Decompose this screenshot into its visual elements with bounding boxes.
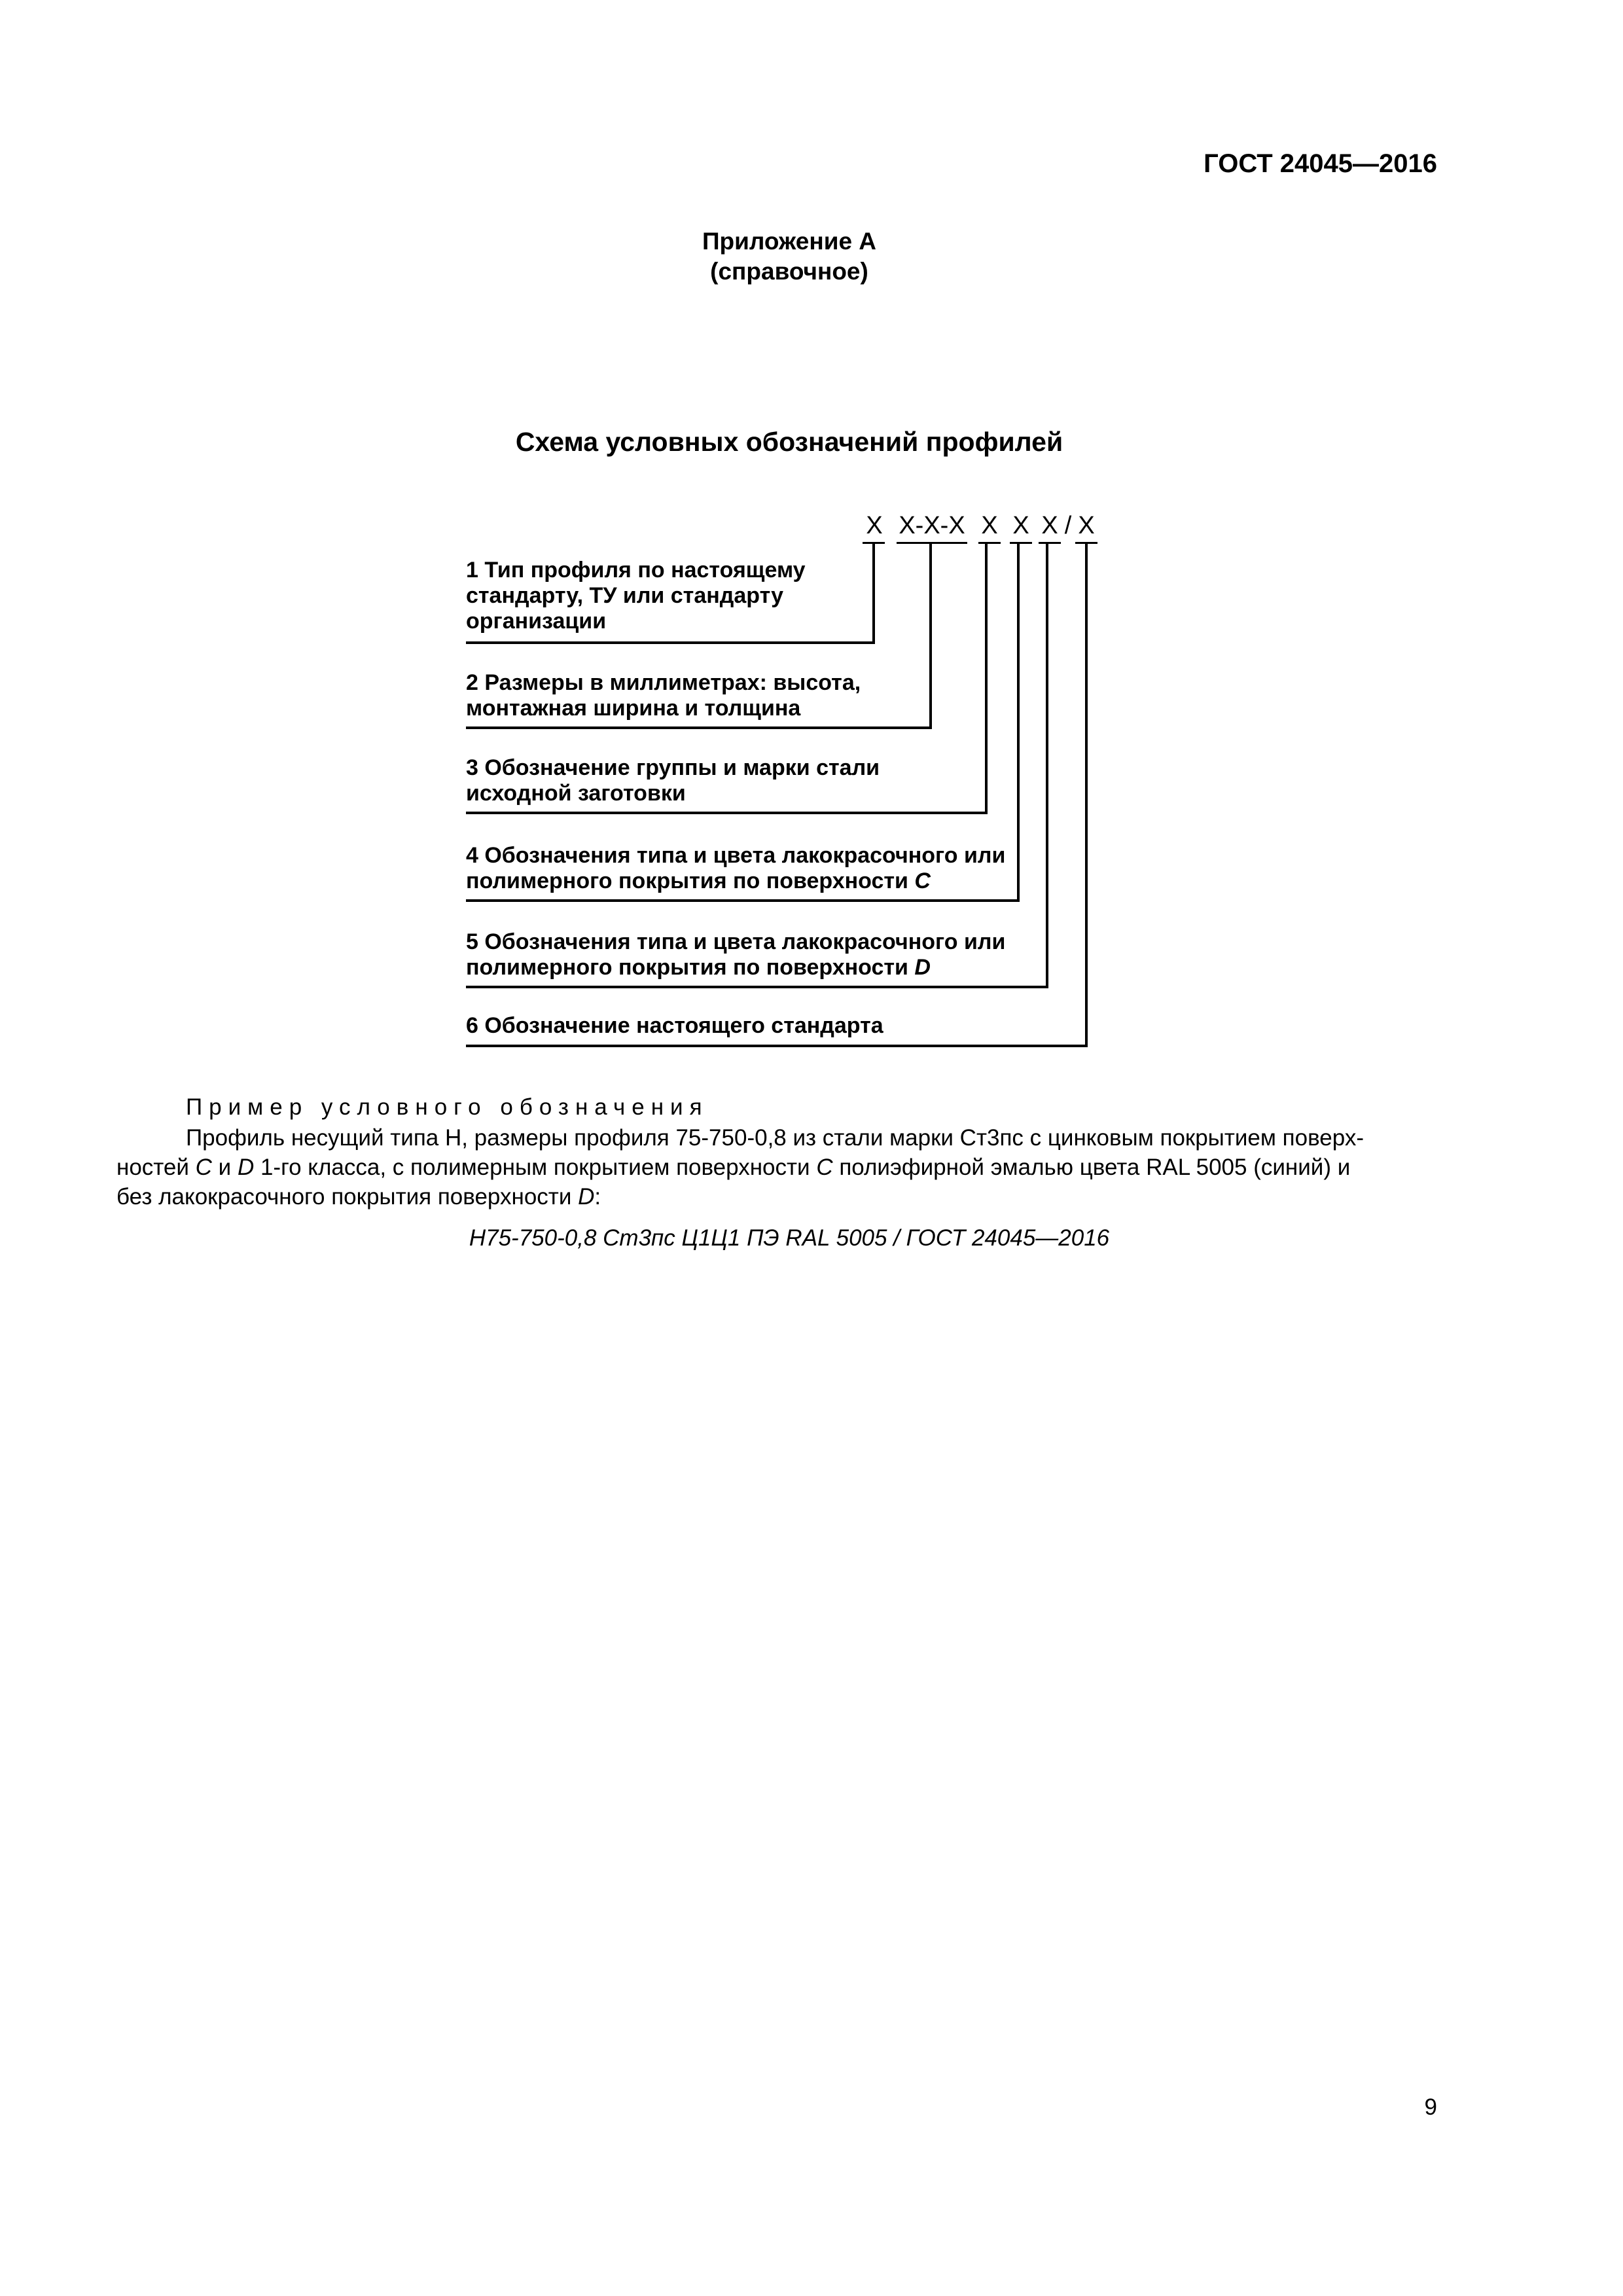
example-line-2-d-text: полиэфирной эмалью цвета RAL 5005 (синий) и: [832, 1155, 1351, 1180]
example-heading: Пример условного обозначения: [186, 1094, 709, 1120]
code-char-2: Х-Х-Х: [899, 512, 965, 539]
leader-horizontal-2: [466, 726, 932, 729]
leader-vertical-5: [1046, 543, 1048, 988]
document-number: ГОСТ 24045—2016: [1204, 149, 1437, 178]
surface-c-letter: С: [914, 869, 931, 893]
code-char-1: Х: [866, 512, 883, 539]
example-line-2-c-text: 1-го класса, с полимерным покрытием поверхности: [254, 1155, 817, 1180]
scheme-item-4: [466, 843, 1009, 894]
scheme-item-4-text: 4 Обозначения типа и цвета лакокрасочного или полимерного покрытия по поверхности: [466, 843, 1006, 893]
scheme-title: Схема условных обозначений профилей: [515, 427, 1063, 457]
code-char-3: Х: [981, 512, 998, 539]
code-char-6: Х: [1078, 512, 1095, 539]
example-line-2-c2: С: [816, 1155, 833, 1180]
example-line-1: Профиль несущий типа Н, размеры профиля 75-750-0,8 из стали марки Ст3пс с цинковым покрытием поверх-: [186, 1125, 1364, 1151]
scheme-item-3: 3 Обозначение группы и марки стали исходной заготовки: [466, 755, 880, 806]
code-slash: /: [1064, 512, 1072, 539]
leader-vertical-2: [929, 543, 932, 729]
example-line-3-a: без лакокрасочного покрытия поверхности: [116, 1184, 579, 1210]
scheme-item-6: 6 Обозначение настоящего стандарта: [466, 1013, 883, 1038]
code-underline-3: [978, 542, 1001, 544]
leader-vertical-3: [985, 543, 988, 814]
appendix-subtitle: (справочное): [710, 258, 868, 285]
code-char-5: Х: [1041, 512, 1058, 539]
leader-vertical-4: [1017, 543, 1020, 902]
leader-horizontal-4: [466, 899, 1020, 902]
leader-horizontal-3: [466, 812, 988, 814]
leader-horizontal-1: [466, 641, 875, 644]
example-line-2-a: ностей: [116, 1155, 196, 1180]
page-number: 9: [1424, 2094, 1437, 2120]
leader-horizontal-6: [466, 1045, 1088, 1047]
example-line-3-d: D: [578, 1184, 595, 1210]
example-line-3: [116, 1182, 1438, 1211]
scheme-item-2: 2 Размеры в миллиметрах: высота, монтажная ширина и толщина: [466, 670, 861, 721]
code-underline-5: [1039, 542, 1061, 544]
leader-vertical-1: [872, 543, 875, 644]
example-line-2-c: С: [195, 1155, 212, 1180]
appendix-title: Приложение А: [702, 228, 877, 255]
leader-horizontal-5: [466, 986, 1048, 988]
scheme-item-5: [466, 929, 1009, 980]
scheme-item-5-text: 5 Обозначения типа и цвета лакокрасочного или полимерного покрытия по поверхности: [466, 929, 1006, 980]
code-underline-2: [897, 542, 967, 544]
code-char-4: Х: [1012, 512, 1029, 539]
example-line-2-b: и: [211, 1155, 238, 1180]
example-line-2-d: D: [237, 1155, 255, 1180]
example-line-2: [116, 1153, 1438, 1182]
example-designation: Н75-750-0,8 Ст3пс Ц1Ц1 ПЭ RAL 5005 / ГОСТ 24045—2016: [469, 1225, 1110, 1251]
code-underline-4: [1010, 542, 1032, 544]
leader-vertical-6: [1085, 543, 1088, 1047]
scheme-item-1: 1 Тип профиля по настоящему стандарту, ТУ или стандарту организации: [466, 558, 806, 634]
surface-d-letter: D: [914, 955, 931, 980]
example-line-3-b: :: [594, 1184, 601, 1210]
